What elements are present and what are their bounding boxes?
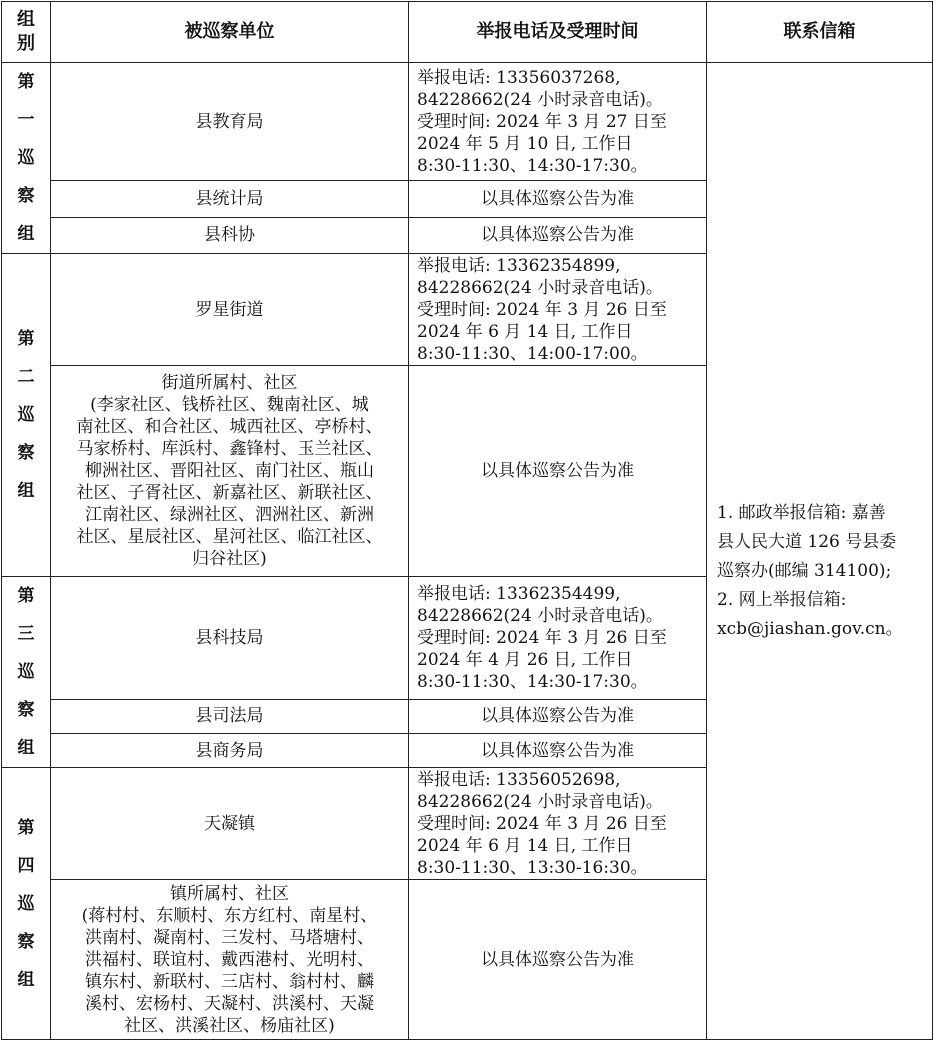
header-unit: 被巡察单位 (51, 2, 409, 63)
group-name: 第 一 巡 察 组 (2, 63, 51, 254)
header-phone: 举报电话及受理时间 (409, 2, 707, 63)
phone-cell: 举报电话: 13362354899, 84228662(24 小时录音电话)。 受理时间: 2024 年 3 月 26 日至 2024 年 6 月 14 日, 工作日 8:30-11:30、14:00-17:00。 (409, 254, 707, 366)
unit-cell: 县商务局 (51, 734, 409, 768)
group-name: 第 二 巡 察 组 (2, 254, 51, 577)
unit-cell: 县科协 (51, 217, 409, 253)
unit-cell: 街道所属村、社区 (李家社区、钱桥社区、魏南社区、城 南社区、和合社区、城西社区、亭桥村、 马家桥村、库浜村、鑫锋村、玉兰社区、 柳洲社区、晋阳社区、南门社区、瓶山 社区、子胥社区、新嘉社区、新联社区、 江南社区、绿洲社区、泗洲社区、新洲 社区、星辰社区、星河社区、临江社区、 归谷社区) (51, 366, 409, 577)
contact-cell: 1. 邮政举报信箱: 嘉善 县人民大道 126 号县委 巡察办(邮编 314100); 2. 网上举报信箱: xcb@jiashan.gov.cn。 (707, 63, 933, 1040)
unit-cell: 罗星街道 (51, 254, 409, 366)
phone-cell: 以具体巡察公告为准 (409, 734, 707, 768)
phone-cell: 以具体巡察公告为准 (409, 181, 707, 217)
header-row (2, 2, 933, 63)
phone-cell: 以具体巡察公告为准 (409, 366, 707, 577)
phone-cell: 举报电话: 13362354499, 84228662(24 小时录音电话)。 受理时间: 2024 年 3 月 26 日至 2024 年 4 月 26 日, 工作日 8:30-11:30、14:30-17:30。 (409, 577, 707, 700)
unit-cell: 县科技局 (51, 577, 409, 700)
table-row (2, 63, 933, 181)
phone-cell: 以具体巡察公告为准 (409, 880, 707, 1040)
header-mail: 联系信箱 (707, 2, 933, 63)
unit-cell: 县统计局 (51, 181, 409, 217)
phone-cell: 以具体巡察公告为准 (409, 217, 707, 253)
phone-cell: 以具体巡察公告为准 (409, 699, 707, 734)
phone-cell: 举报电话: 13356037268, 84228662(24 小时录音电话)。 受理时间: 2024 年 3 月 27 日至 2024 年 5 月 10 日, 工作日 8:30-11:30、14:30-17:30。 (409, 63, 707, 181)
inspection-table (1, 1, 933, 1040)
header-group: 组 别 (2, 2, 51, 63)
unit-cell: 镇所属村、社区 (蒋村村、东顺村、东方红村、南星村、 洪南村、凝南村、三发村、马塔塘村、 洪福村、联谊村、戴西港村、光明村、 镇东村、新联村、三店村、翁村村、麟 溪村、宏杨村、天凝村、洪溪村、天凝 社区、洪溪社区、杨庙社区) (51, 880, 409, 1040)
group-name: 第 三 巡 察 组 (2, 577, 51, 768)
unit-cell: 县教育局 (51, 63, 409, 181)
phone-cell: 举报电话: 13356052698, 84228662(24 小时录音电话)。 受理时间: 2024 年 3 月 26 日至 2024 年 6 月 14 日, 工作日 8:30-11:30、13:30-16:30。 (409, 768, 707, 880)
group-name: 第 四 巡 察 组 (2, 768, 51, 1040)
unit-cell: 天凝镇 (51, 768, 409, 880)
unit-cell: 县司法局 (51, 699, 409, 734)
